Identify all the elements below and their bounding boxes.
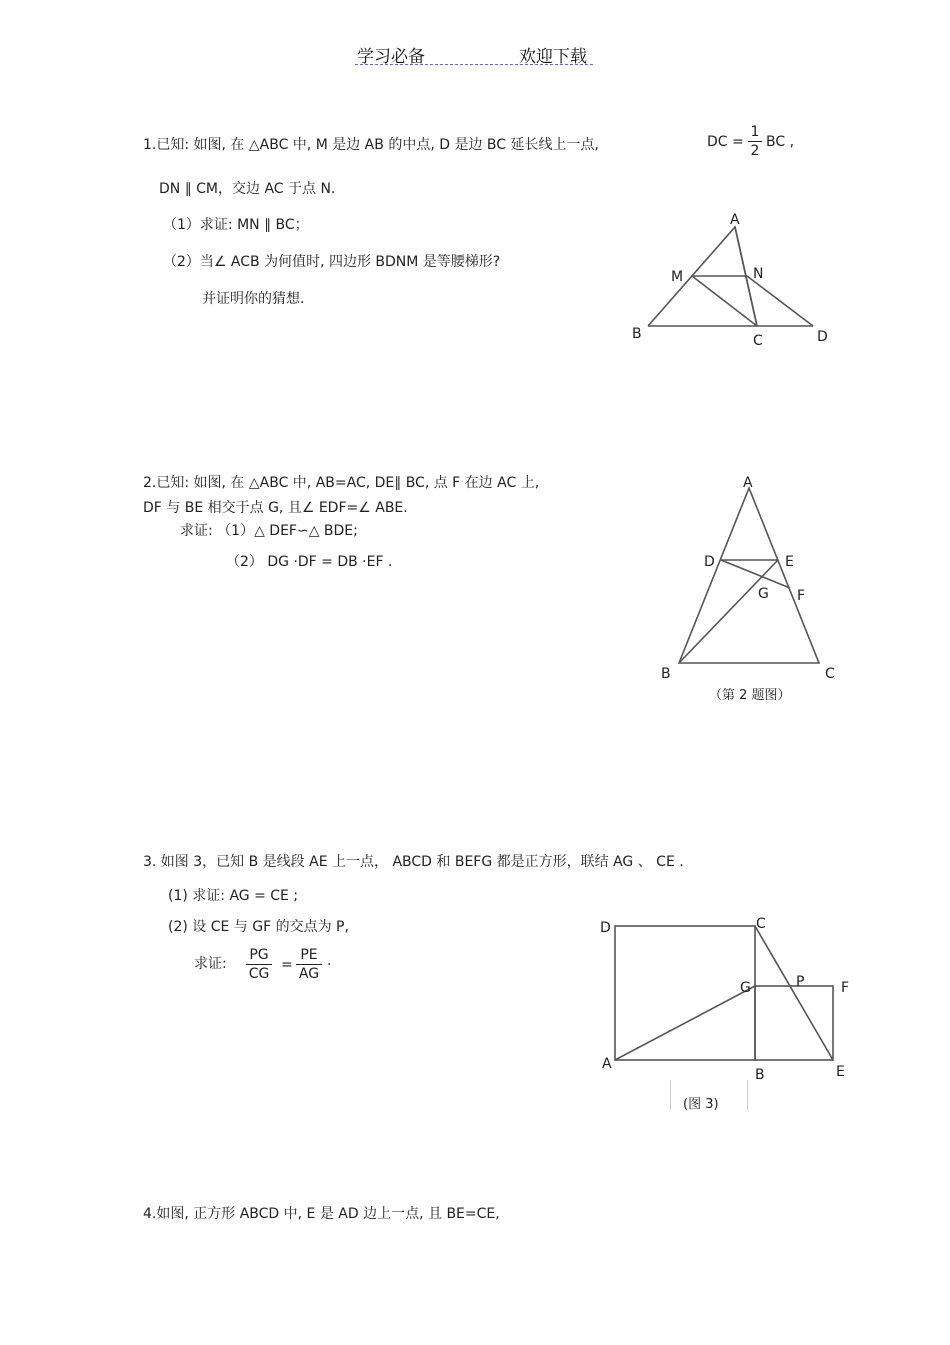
problem1-frac-bar xyxy=(748,141,762,142)
problem4-line1: 4.如图, 正方形 ABCD 中, E 是 AD 边上一点, 且 BE=CE, xyxy=(143,1206,500,1222)
p3-label-e: E xyxy=(836,1064,845,1080)
problem3-caption: (图 3) xyxy=(683,1097,719,1112)
p1-segment-nd xyxy=(747,276,813,326)
p3-frac2-den: AG xyxy=(298,966,320,982)
p2-triangle-abc xyxy=(679,488,819,663)
p3-caption-divider-left xyxy=(670,1080,671,1110)
problem1-frac-num: 1 xyxy=(750,124,760,140)
problem2-line2: DF 与 BE 相交于点 G, 且∠ EDF=∠ ABE. xyxy=(143,500,408,516)
problem1-line2: DN ∥ CM，交边 AC 于点 N. xyxy=(159,181,336,197)
p1-label-n: N xyxy=(753,266,764,282)
p3-label-g: G xyxy=(740,980,751,996)
p3-label-d: D xyxy=(600,920,611,936)
p2-label-a: A xyxy=(743,475,753,491)
problem3-line1: 3. 如图 3，已知 B 是线段 AE 上一点， ABCD 和 BEFG 都是正方形，联结 AG 、 CE . xyxy=(143,854,684,870)
problem2-line1: 2.已知: 如图, 在 △ABC 中, AB=AC, DE∥ BC, 点 F 在边 AC 上, xyxy=(143,475,540,491)
p2-label-f: F xyxy=(797,588,806,604)
problem2-question2: （2） DG ·DF = DB ·EF . xyxy=(226,554,393,570)
p3-segment-ce xyxy=(755,926,833,1060)
header-underline xyxy=(355,64,593,65)
p3-segment-ag xyxy=(615,986,755,1060)
problem3-fraction1 xyxy=(246,947,272,982)
p3-square-abcd xyxy=(615,926,755,1060)
p2-label-e: E xyxy=(785,554,794,570)
problem2-proof: 求证: （1）△ DEF∽△ BDE; xyxy=(180,523,358,539)
p3-frac2-num: PE xyxy=(300,947,318,963)
p3-label-c: C xyxy=(756,916,766,932)
p1-label-c: C xyxy=(753,333,763,349)
p2-label-b: B xyxy=(661,666,671,682)
problem2-caption: （第 2 题图） xyxy=(709,688,791,703)
p3-frac2-bar xyxy=(296,964,322,965)
problem3-period: . xyxy=(327,953,332,969)
p2-label-d: D xyxy=(704,554,715,570)
p3-frac1-num: PG xyxy=(249,947,269,963)
p3-label-a: A xyxy=(602,1056,612,1072)
p1-label-m: M xyxy=(671,269,684,285)
p3-label-p: P xyxy=(796,974,805,990)
problem3-equals: = xyxy=(281,957,293,973)
p2-segment-df xyxy=(721,560,790,588)
problem1-dc-lhs: DC = xyxy=(707,134,744,150)
problem1-question1: （1）求证: MN ∥ BC； xyxy=(163,217,309,233)
p2-segment-be xyxy=(679,560,778,663)
problem1-dc-rhs: BC , xyxy=(766,134,795,150)
p1-segment-ac xyxy=(735,227,757,326)
problem1-frac-den: 2 xyxy=(750,143,760,159)
p1-label-a: A xyxy=(730,212,740,228)
problem3-question1: (1) 求证: AG = CE ; xyxy=(168,888,299,904)
problem1-question2b: 并证明你的猜想. xyxy=(202,291,305,307)
header-right: 欢迎下载 xyxy=(519,47,587,67)
problem3-question2: (2) 设 CE 与 GF 的交点为 P, xyxy=(168,919,349,935)
p3-frac1-den: CG xyxy=(248,966,270,982)
p2-label-g: G xyxy=(758,586,769,602)
p1-segment-mc xyxy=(692,276,757,326)
p3-label-f: F xyxy=(841,980,850,996)
p3-caption-divider-right xyxy=(747,1080,748,1110)
p3-square-befg xyxy=(755,986,833,1060)
problem1-line1: 1.已知: 如图, 在 △ABC 中, M 是边 AB 的中点, D 是边 BC 延长线上一点, xyxy=(143,137,599,153)
problem1-fraction xyxy=(748,124,762,159)
p3-frac1-bar xyxy=(246,964,272,965)
problem3-fraction2 xyxy=(296,947,322,982)
p1-label-b: B xyxy=(632,326,642,342)
problem1-question2: （2）当∠ ACB 为何值时, 四边形 BDNM 是等腰梯形? xyxy=(163,254,501,270)
p3-label-b: B xyxy=(755,1067,765,1083)
problem3-proof-label: 求证: xyxy=(194,956,227,972)
p1-label-d: D xyxy=(817,329,828,345)
header-left: 学习必备 xyxy=(357,47,425,67)
p1-triangle-abc xyxy=(648,227,757,326)
p2-label-c: C xyxy=(825,666,835,682)
